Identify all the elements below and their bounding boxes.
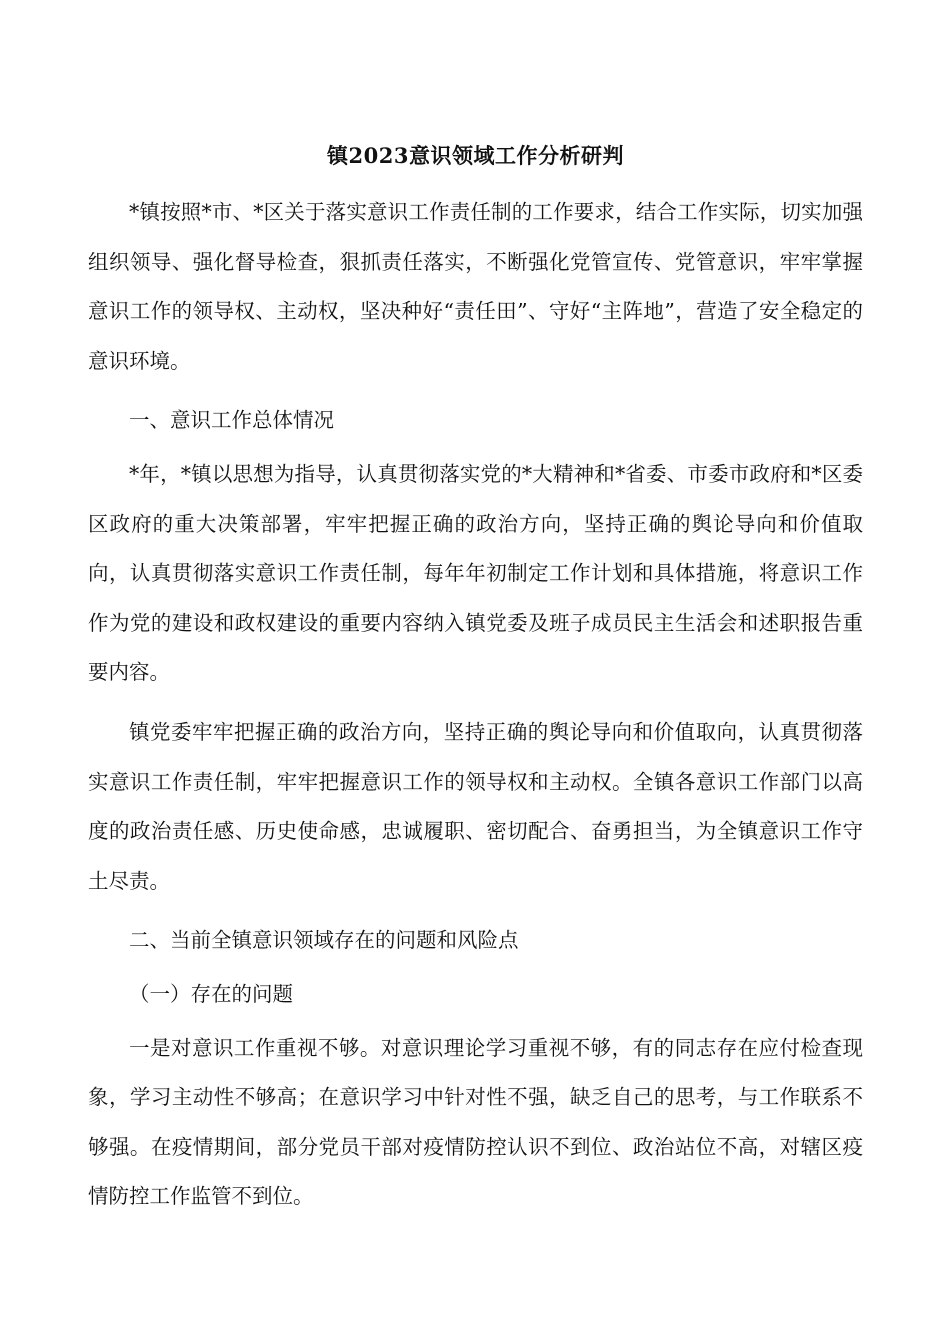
section-1-paragraph-1: *年，*镇以思想为指导，认真贯彻落实党的*大精神和*省委、市委市政府和*区委区政府的重大决策部署，牢牢把握正确的政治方向，坚持正确的舆论导向和价值取向，认真贯彻落实意识工作责任制，每年年初制定工作计划和具体措施，将意识工作作为党的建设和政权建设的重要内容纳入镇党委及班子成员民主生活会和述职报告重要内容。: [88, 461, 863, 685]
intro-paragraph: *镇按照*市、*区关于落实意识工作责任制的工作要求，结合工作实际，切实加强组织领导、强化督导检查，狠抓责任落实，不断强化党管宣传、党管意识，牢牢掌握意识工作的领导权、主动权，坚决种好“责任田”、守好“主阵地”，营造了安全稳定的意识环境。: [88, 200, 863, 373]
document-title: 镇2023意识领域工作分析研判: [327, 143, 624, 168]
section-2-subheading-1: （一）存在的问题: [129, 981, 293, 1006]
section-2-heading: 二、当前全镇意识领域存在的问题和风险点: [129, 928, 519, 953]
document-body: [88, 138, 863, 1232]
section-1-paragraph-2: 镇党委牢牢把握正确的政治方向，坚持正确的舆论导向和价值取向，认真贯彻落实意识工作责任制，牢牢把握意识工作的领导权和主动权。全镇各意识工作部门以高度的政治责任感、历史使命感，忠诚履职、密切配合、奋勇担当，为全镇意识工作守土尽责。: [88, 719, 863, 893]
section-2-paragraph-1: 一是对意识工作重视不够。对意识理论学习重视不够，有的同志存在应付检查现象，学习主动性不够高；在意识学习中针对性不强，缺乏自己的思考，与工作联系不够强。在疫情期间，部分党员干部对疫情防控认识不到位、政治站位不高，对辖区疫情防控工作监管不到位。: [88, 1035, 863, 1209]
section-1-heading: 一、意识工作总体情况: [129, 408, 334, 433]
